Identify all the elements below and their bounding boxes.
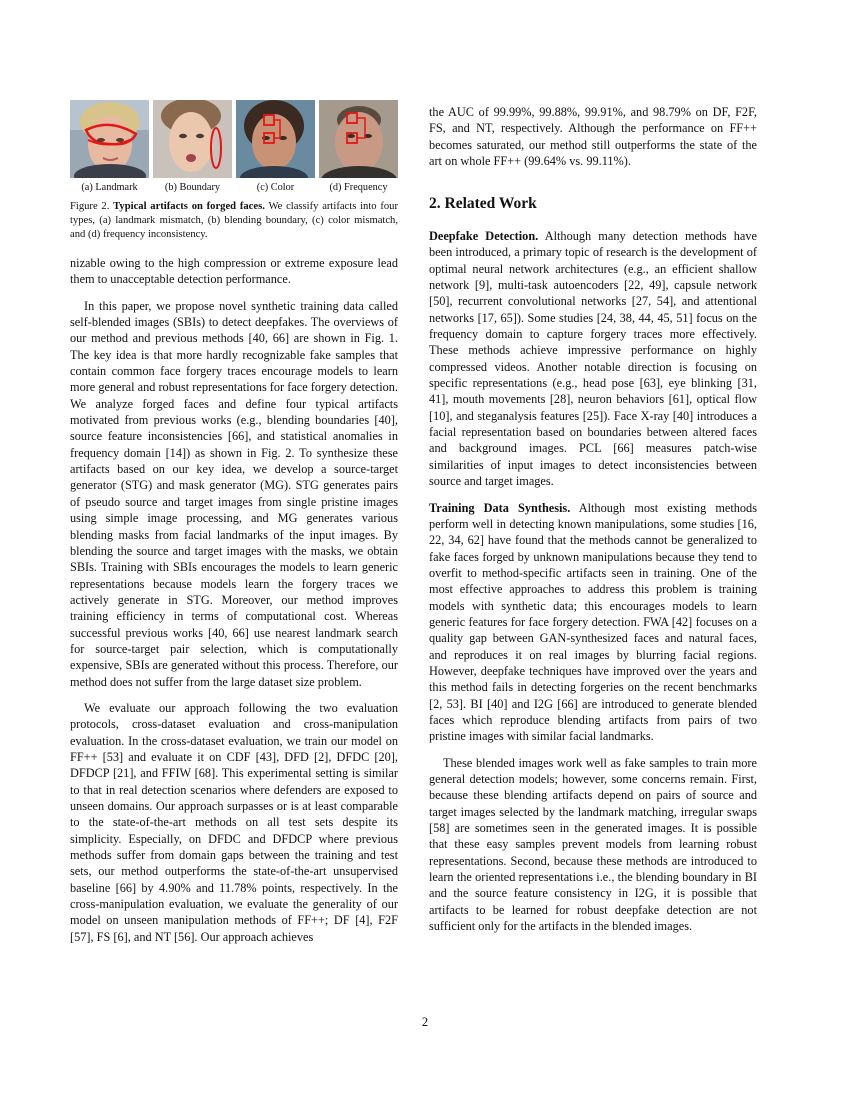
paragraph-blended-images: These blended images work well as fake samples to train more general detection models; however, some concerns remain. First, because these blending artifacts depend on pairs of source and target images selected by the landmark matching, irregular swaps [58] are sometimes seen in the generated images. It is possible that these easy samples prevent models from learning robust representations. Second, because these methods are introduced to learn the oriented representations i.e., the blending boundary in BI and the source feature consistency in I2G, it is possible that artifacts to be learned for robust deepfake detection are not sufficient only for the artifacts in the blended images. xyxy=(429,755,757,934)
paragraph-continuation: nizable owing to the high compression or extreme exposure lead them to unacceptable detection performance. xyxy=(70,256,398,287)
figure-caption-bold: Typical artifacts on forged faces. xyxy=(113,201,265,212)
run-in-heading-training-data-synthesis: Training Data Synthesis. xyxy=(429,500,571,515)
subcaption-color: (c) Color xyxy=(256,182,295,193)
right-column-body xyxy=(429,228,757,934)
face-image-color xyxy=(236,100,315,178)
paragraph-deepfake-detection xyxy=(429,228,757,490)
figure-caption-text: We classify artifacts into four types, (a) landmark mismatch, (b) blending boundary, (c) color mismatch, and (d) frequency inconsistency. xyxy=(70,201,398,240)
face-image-frequency xyxy=(319,100,398,178)
paragraph-proposal: In this paper, we propose novel synthetic training data called self-blended images (SBIs) to detect deepfakes. The overviews of our method and previous methods [40, 66] are shown in Fig. 1. The key idea is that more hardly recognizable fake samples that contain common face forgery traces encourage models to learn more general and robust representations for face forgery detection. We analyze forged faces and define four typical artifacts motivated from previous works (e.g., blending boundaries [40], source feature inconsistencies [66], and statistical anomalies in frequency domain [14]) as shown in Fig. 2. To synthesize these artifacts based on our key idea, we develop a source-target generator (STG) and mask generator (MG). STG generates pairs of pseudo source and target images from single pristine images using simple image processing, and MG generates various blending masks from facial landmarks of the input images. By blending the source and target images with the masks, we obtain SBIs. Training with SBIs encourages the models to learn generic representations because models learn the forgery traces we actively generate in STG. Moreover, our method improves training efficiency in terms of computational cost. Whereas successful previous works [40, 66] use nearest landmark search for source-target pair selection, which is computationally expensive, SBIs are generated without this process. Therefore, our method does not suffer from the large dataset size problem. xyxy=(70,298,398,689)
subcaption-landmark: (a) Landmark xyxy=(81,182,138,193)
figure-image-row xyxy=(70,100,398,178)
figure-subcaptions xyxy=(70,182,398,193)
figure-2 xyxy=(70,100,398,242)
subcaption-boundary: (b) Boundary xyxy=(164,182,221,193)
figure-caption xyxy=(70,200,398,242)
run-in-heading-deepfake-detection: Deepfake Detection. xyxy=(429,229,539,243)
right-column-top xyxy=(429,104,757,169)
paragraph-training-data-synthesis xyxy=(429,500,757,745)
subcaption-frequency: (d) Frequency xyxy=(329,182,388,193)
paragraph-auc-results: the AUC of 99.99%, 99.88%, 99.91%, and 98.79% on DF, F2F, FS, and NT, respectively. Although the performance on FF++ becomes saturated, our method still outperforms the state of the art on whole FF++ (99.64% vs. 99.11%). xyxy=(429,105,757,169)
section-heading: 2. Related Work xyxy=(429,195,537,212)
deepfake-detection-body: Although many detection methods have been introduced, a primary topic of research is the development of optimal neural network architectures (e.g., an efficient shallow network [9], multi-task autoencoders [22, 49], capsule network [50], recurrent convolutional networks [27, 54], and attentional networks [17, 65]). Some studies [24, 38, 44, 45, 51] focus on the frequency domain to capture forgery traces more effectively. These methods achieve impressive performance on highly compressed videos. Another notable direction is focusing on specific representations (e.g., head pose [63], eye blinking [31, 41], mouth movements [28], neuron behaviors [61], optical flow [10], and steganalysis features [25]). Face X-ray [40] introduces a facial representation based on boundaries between altered faces and background images. PCL [66] measures patch-wise similarities of input images to detect inconsistencies between source and target images. xyxy=(429,229,757,489)
paragraph-evaluation: We evaluate our approach following the two evaluation protocols, cross-dataset evaluation and cross-manipulation evaluation. In the cross-dataset evaluation, we train our model on FF++ [53] and evaluate it on CDF [43], DFD [2], DFDC [20], DFDCP [21], and FFIW [68]. This experimental setting is similar to that in real detection scenarios where defenders are exposed to unseen domains. Our approach surpasses or is at least comparable to the state-of-the-art methods on all test sets despite its simplicity. Especially, on DFDC and DFDCP where previous methods suffer from domain gaps between the training and test sets, our method outperforms the state-of-the-art unsupervised baseline [66] by 4.90% and 11.78% points, respectively. In the cross-manipulation evaluation, we evaluate the generality of our model on unseen manipulation methods of FF++; DF [4], F2F [57], FS [6], and NT [56]. Our approach achieves xyxy=(70,700,398,944)
left-column xyxy=(70,255,398,945)
training-data-synthesis-body: Although most existing methods perform well in detecting known manipulations, some studies [16, 22, 34, 62] have found that the methods cannot be generalized to fake faces forged by unknown manipulations because they tend to overfit to method-specific artifacts seen in training. One of the most effective approaches to address this problem is training models with synthetic data; this encourages models to learn generic features for face forgery detection. FWA [42] focuses on a quality gap between GAN-synthesized faces and natural faces, and reproduces it on real images by blurring facial regions. However, deepfake techniques have improved over the years and this method fails in detecting forgeries on the recent benchmarks [2, 53]. BI [40] and I2G [66] are introduced to generate blended faces which reproduce blending artifacts from pairs of two pristine images with similar facial landmarks. xyxy=(429,500,757,744)
face-image-boundary xyxy=(153,100,232,178)
face-image-landmark xyxy=(70,100,149,178)
figure-caption-label: Figure 2. xyxy=(70,201,110,212)
page-number: 2 xyxy=(421,1015,429,1029)
